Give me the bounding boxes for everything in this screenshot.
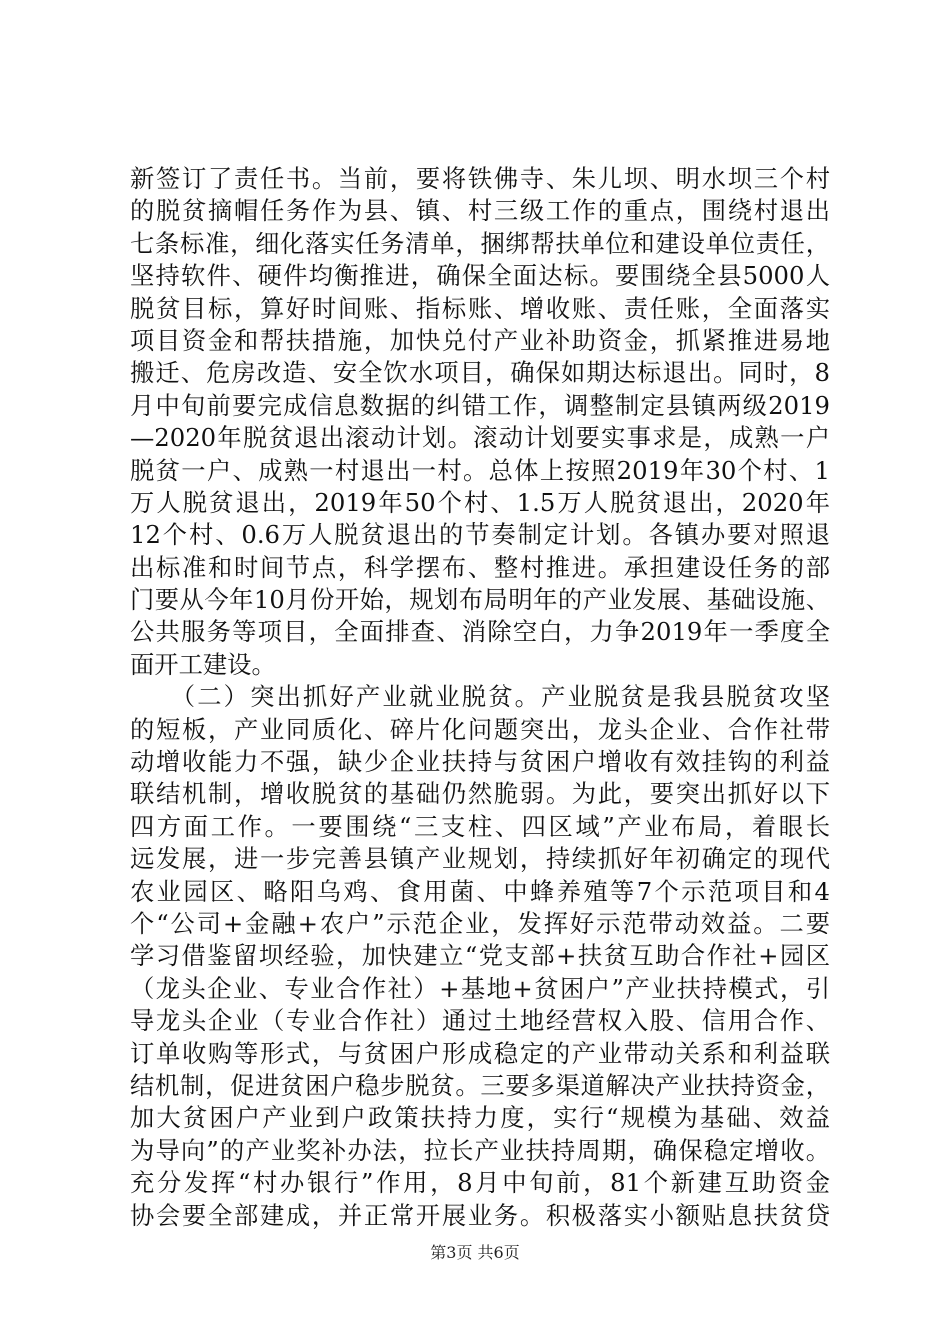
text-line: 面开工建设。 bbox=[130, 649, 276, 679]
text-line: 为导向”的产业奖补办法，拉长产业扶持周期，确保稳定增收。 bbox=[130, 1135, 830, 1165]
text-line: 项目资金和帮扶措施，加快兑付产业补助资金，抓紧推进易地 bbox=[130, 325, 830, 355]
text-line: 门要从今年10月份开始，规划布局明年的产业发展、基础设施、 bbox=[130, 585, 830, 615]
text-line: 联结机制，增收脱贫的基础仍然脆弱。为此，要突出抓好以下 bbox=[130, 779, 830, 809]
text-line: 订单收购等形式，与贫困户形成稳定的产业带动关系和利益联 bbox=[130, 1038, 830, 1068]
text-line: —2020年脱贫退出滚动计划。滚动计划要实事求是，成熟一户 bbox=[130, 423, 830, 453]
text-line: 新签订了责任书。当前，要将铁佛寺、朱儿坝、明水坝三个村 bbox=[130, 164, 830, 193]
text-line: 结机制，促进贫困户稳步脱贫。三要多渠道解决产业扶持资金， bbox=[130, 1070, 830, 1100]
text-line: 搬迁、危房改造、安全饮水项目，确保如期达标退出。同时，8 bbox=[130, 358, 830, 388]
text-line: 的脱贫摘帽任务作为县、镇、村三级工作的重点，围绕村退出 bbox=[130, 196, 830, 226]
text-line: 脱贫目标，算好时间账、指标账、增收账、责任账，全面落实 bbox=[130, 293, 830, 323]
text-line: 加大贫困户产业到户政策扶持力度，实行“规模为基础、效益 bbox=[130, 1103, 830, 1133]
text-line: 充分发挥“村办银行”作用，8月中旬前，81个新建互助资金 bbox=[130, 1168, 830, 1198]
text-line: 脱贫一户、成熟一村退出一村。总体上按照2019年30个村、1 bbox=[130, 455, 830, 485]
text-line: 万人脱贫退出，2019年50个村、1.5万人脱贫退出，2020年 bbox=[130, 487, 830, 517]
text-line: 协会要全部建成，并正常开展业务。积极落实小额贴息扶贫贷 bbox=[130, 1200, 830, 1230]
section-heading-line: （二）突出抓好产业就业脱贫。产业脱贫是我县脱贫攻坚 bbox=[130, 682, 830, 712]
page-number-footer: 第3页 共6页 bbox=[430, 1243, 520, 1262]
text-line: （龙头企业、专业合作社）+基地+贫困户”产业扶持模式，引 bbox=[130, 973, 830, 1003]
text-line: 动增收能力不强，缺少企业扶持与贫困户增收有效挂钩的利益 bbox=[130, 747, 830, 777]
text-line: 远发展，进一步完善县镇产业规划，持续抓好年初确定的现代 bbox=[130, 844, 830, 874]
text-line: 坚持软件、硬件均衡推进，确保全面达标。要围绕全县5000人 bbox=[130, 261, 830, 291]
text-line: 农业园区、略阳乌鸡、食用菌、中蜂养殖等7个示范项目和4 bbox=[130, 876, 830, 906]
text-line: 出标准和时间节点，科学摆布、整村推进。承担建设任务的部 bbox=[130, 552, 830, 582]
text-line: 学习借鉴留坝经验，加快建立“党支部+扶贫互助合作社+园区 bbox=[130, 941, 830, 971]
text-line: 的短板，产业同质化、碎片化问题突出，龙头企业、合作社带 bbox=[130, 714, 830, 744]
text-line: 月中旬前要完成信息数据的纠错工作，调整制定县镇两级2019 bbox=[130, 390, 830, 420]
document-body bbox=[130, 163, 830, 1232]
text-line: 个“公司+金融+农户”示范企业，发挥好示范带动效益。二要 bbox=[130, 908, 830, 938]
text-line: 导龙头企业（专业合作社）通过土地经营权入股、信用合作、 bbox=[130, 1006, 830, 1036]
text-line: 七条标准，细化落实任务清单，捆绑帮扶单位和建设单位责任， bbox=[130, 228, 830, 258]
text-line: 四方面工作。一要围绕“三支柱、四区域”产业布局，着眼长 bbox=[130, 811, 830, 841]
text-line: 公共服务等项目，全面排查、消除空白，力争2019年一季度全 bbox=[130, 617, 830, 647]
text-line: 12个村、0.6万人脱贫退出的节奏制定计划。各镇办要对照退 bbox=[130, 520, 830, 550]
